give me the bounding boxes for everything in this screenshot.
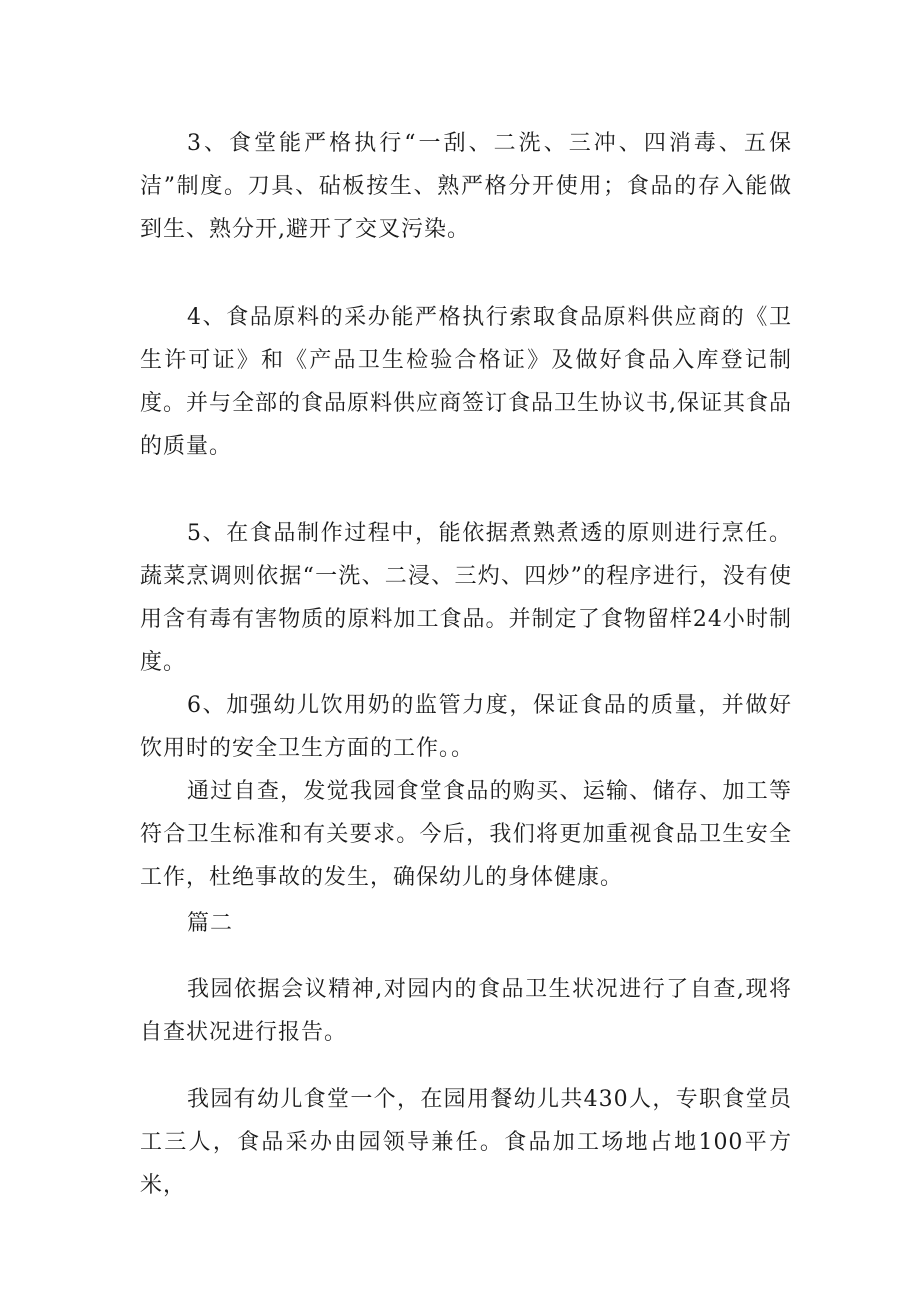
paragraph-item-3: 3、食堂能严格执行“一刮、二洗、三冲、四消毒、五保洁”制度。刀具、砧板按生、熟严格分开使用；食品的存入能做到生、熟分开,避开了交叉污染。 [140,131,792,242]
section-heading: 篇二 [187,911,234,936]
paragraph-intro: 我园依据会议精神,对园内的食品卫生状况进行了自查,现将自查状况进行报告。 [140,977,792,1045]
paragraph-item-5: 5、在食品制作过程中，能依据煮熟煮透的原则进行烹任。蔬菜烹调则依据“一洗、二浸、三灼、四炒”的程序进行，没有使用含有毒有害物质的原料加工食品。并制定了食物留样24小时制度。 [140,521,792,675]
paragraph-summary: 通过自查，发觉我园食堂食品的购买、运输、储存、加工等符合卫生标准和有关要求。今后，我们将更加重视食品卫生安全工作，杜绝事故的发生，确保幼儿的身体健康。 [140,779,792,890]
paragraph-item-6: 6、加强幼儿饮用奶的监管力度，保证食品的质量，并做好饮用时的安全卫生方面的工作。。 [140,693,792,761]
paragraph-canteen-info: 我园有幼儿食堂一个，在园用餐幼儿共430人，专职食堂员工三人，食品采办由园领导兼任。食品加工场地占地100平方米， [140,1087,792,1198]
paragraph-item-4: 4、食品原料的采办能严格执行索取食品原料供应商的《卫生许可证》和《产品卫生检验合格证》及做好食品入库登记制度。并与全部的食品原料供应商签订食品卫生协议书,保证其食品的质量。 [140,305,792,459]
